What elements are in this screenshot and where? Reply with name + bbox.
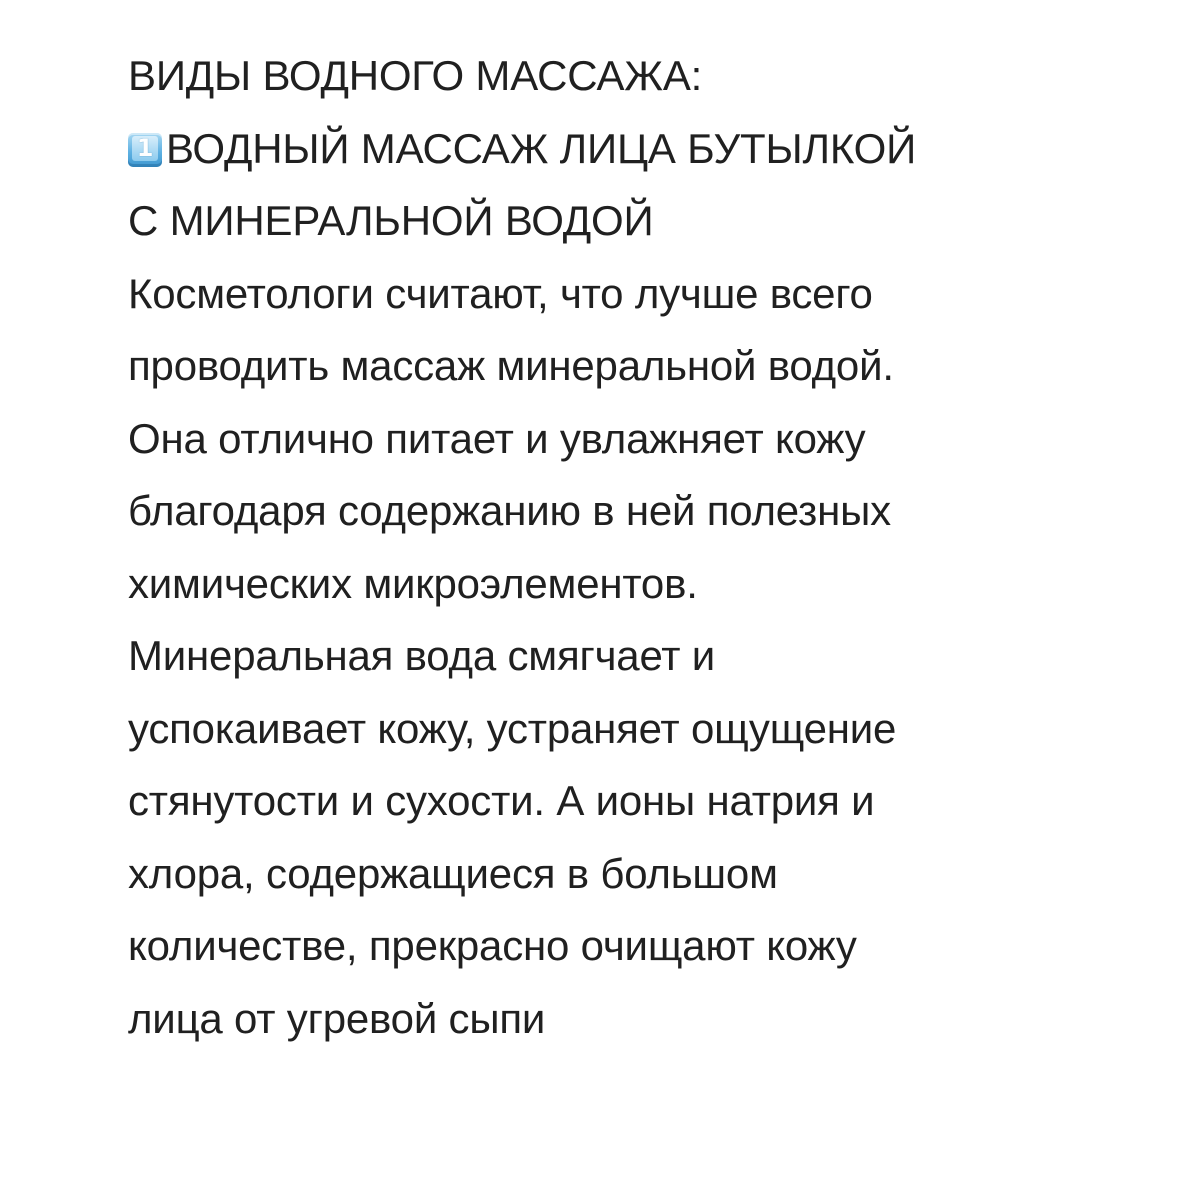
article-text [128, 40, 1168, 1055]
body-line-6: Минеральная вода смягчает и [128, 632, 715, 679]
item-title-line-1 [128, 113, 1168, 186]
body-line-5: химических микроэлементов. [128, 559, 698, 607]
body-line-8: стянутости и сухости. А ионы натрия и [128, 777, 875, 824]
body-line-7: успокаивает кожу, устраняет ощущение [128, 704, 897, 752]
body-line-1: Косметологи считают, что лучше всего [128, 269, 873, 317]
body-line-3: Она отлично питает и увлажняет кожу [128, 414, 866, 462]
body-line-10: количестве, прекрасно очищают кожу [128, 922, 857, 969]
body-line-9: хлора, содержащиеся в большом [128, 849, 778, 897]
keycap-digit-one-icon [128, 133, 162, 167]
article-heading: ВИДЫ ВОДНОГО МАССАЖА: [128, 52, 703, 99]
body-line-2: проводить массаж минеральной водой. [128, 342, 894, 389]
body-line-4: благодаря содержанию в ней полезных [128, 487, 891, 534]
item-title-line-2: С МИНЕРАЛЬНОЙ ВОДОЙ [128, 197, 654, 244]
item-title-text-1: ВОДНЫЙ МАССАЖ ЛИЦА БУТЫЛКОЙ [166, 124, 917, 172]
body-line-11: лица от угревой сыпи [128, 994, 546, 1042]
keycap-digit: 1 [136, 133, 154, 162]
